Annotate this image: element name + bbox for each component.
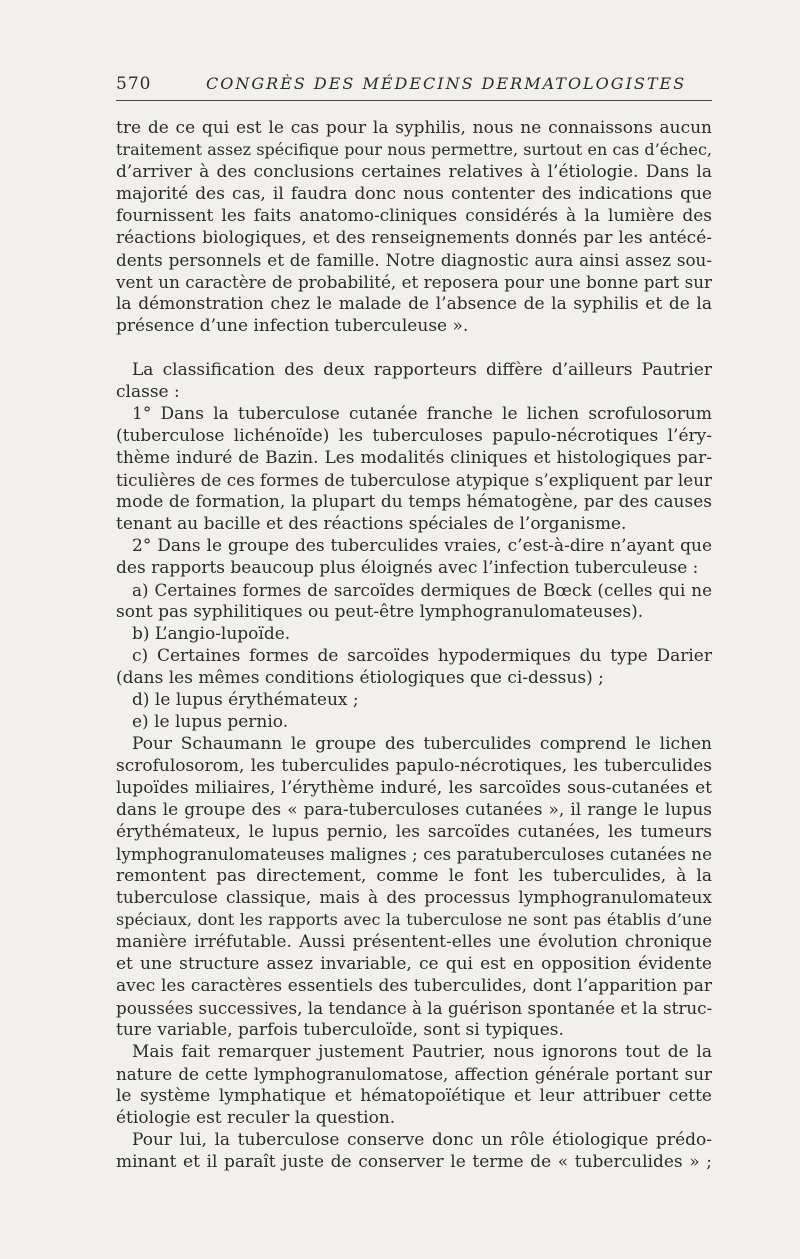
text-line: dents personnels et de famille. Notre diagnostic aura ainsi assez sou- (116, 250, 712, 270)
text-line: lymphogranulomateuses malignes ; ces paratuberculoses cutanées ne (116, 844, 712, 864)
running-title: CONGRÈS DES MÉDECINS DERMATOLOGISTES (206, 74, 687, 93)
text-line: classe : (116, 382, 180, 402)
page-number: 570 (116, 74, 152, 94)
text-line: et une structure assez invariable, ce qui est en opposition évidente (116, 954, 712, 974)
text-line: 2° Dans le groupe des tuberculides vraies, c’est-à-dire n’ayant que (132, 536, 712, 556)
text-line: tenant au bacille et des réactions spéciales de l’organisme. (116, 514, 627, 534)
text-line: nature de cette lymphogranulomatose, affection générale portant sur (116, 1064, 712, 1084)
text-line: remontent pas directement, comme le font les tuberculides, à la (116, 866, 712, 886)
text-line: spéciaux, dont les rapports avec la tuberculose ne sont pas établis d’une (116, 910, 712, 929)
text-line: sont pas syphilitiques ou peut-être lymphogranulomateuses). (116, 602, 644, 622)
text-line: Pour Schaumann le groupe des tuberculides comprend le lichen (132, 734, 712, 754)
text-line: tuberculose classique, mais à des processus lymphogranulomateux (116, 888, 712, 908)
text-line: traitement assez spécifique pour nous permettre, surtout en cas d’échec, (116, 140, 712, 159)
text-line: scrofulosorom, les tuberculides papulo-nécrotiques, les tuberculides (116, 756, 712, 776)
text-line: (tuberculose lichénoïde) les tuberculoses papulo-nécrotiques l’éry- (116, 426, 712, 446)
text-line: mode de formation, la plupart du temps hématogène, par des causes (116, 492, 712, 512)
text-line: Mais fait remarquer justement Pautrier, nous ignorons tout de la (132, 1042, 712, 1062)
text-line: tre de ce qui est le cas pour la syphilis, nous ne connaissons aucun (116, 118, 712, 138)
text-line: le système lymphatique et hématopoïétique et leur attribuer cette (116, 1086, 712, 1106)
text-line: étiologie est reculer la question. (116, 1108, 396, 1128)
text-line: thème induré de Bazin. Les modalités cliniques et histologiques par- (116, 448, 712, 468)
text-line: La classification des deux rapporteurs diffère d’ailleurs Pautrier (132, 360, 712, 380)
text-line: d) le lupus érythémateux ; (132, 690, 359, 710)
text-line: des rapports beaucoup plus éloignés avec l’infection tuberculeuse : (116, 558, 699, 578)
text-line: érythémateux, le lupus pernio, les sarcoïdes cutanées, les tumeurs (116, 822, 712, 842)
text-line: la démonstration chez le malade de l’absence de la syphilis et de la (116, 294, 712, 314)
text-line: lupoïdes miliaires, l’érythème induré, les sarcoïdes sous-cutanées et (116, 778, 712, 798)
text-line: dans le groupe des « para-tuberculoses cutanées », il range le lupus (116, 800, 712, 820)
text-line: (dans les mêmes conditions étiologiques que ci-dessus) ; (116, 668, 604, 688)
text-line: poussées successives, la tendance à la guérison spontanée et la struc- (116, 998, 713, 1018)
text-line: avec les caractères essentiels des tuberculides, dont l’apparition par (116, 976, 712, 996)
text-line: réactions biologiques, et des renseignements donnés par les antécé- (116, 228, 712, 248)
text-line: a) Certaines formes de sarcoïdes dermiques de Bœck (celles qui ne (132, 580, 712, 600)
text-line: manière irréfutable. Aussi présentent-elles une évolution chronique (116, 932, 712, 952)
text-line: b) L’angio-lupoïde. (132, 624, 291, 644)
text-line: e) le lupus pernio. (132, 712, 289, 732)
text-line: c) Certaines formes de sarcoïdes hypodermiques du type Darier (132, 646, 712, 666)
text-line: ticulières de ces formes de tuberculose atypique s’expliquent par leur (116, 470, 712, 490)
text-line: d’arriver à des conclusions certaines relatives à l’étiologie. Dans la (116, 162, 712, 182)
page-header (116, 70, 712, 101)
text-line: présence d’une infection tuberculeuse ». (116, 316, 469, 336)
text-line: minant et il paraît juste de conserver le terme de « tuberculides » ; (116, 1152, 712, 1172)
text-line: fournissent les faits anatomo-cliniques considérés à la lumière des (116, 206, 712, 226)
text-line: ture variable, parfois tuberculoïde, sont si typiques. (116, 1020, 564, 1040)
text-line: Pour lui, la tuberculose conserve donc un rôle étiologique prédo- (132, 1130, 712, 1150)
text-line: vent un caractère de probabilité, et reposera pour une bonne part sur (116, 272, 712, 292)
text-line: 1° Dans la tuberculose cutanée franche le lichen scrofulosorum (132, 404, 712, 424)
text-line: majorité des cas, il faudra donc nous contenter des indications que (116, 184, 712, 204)
